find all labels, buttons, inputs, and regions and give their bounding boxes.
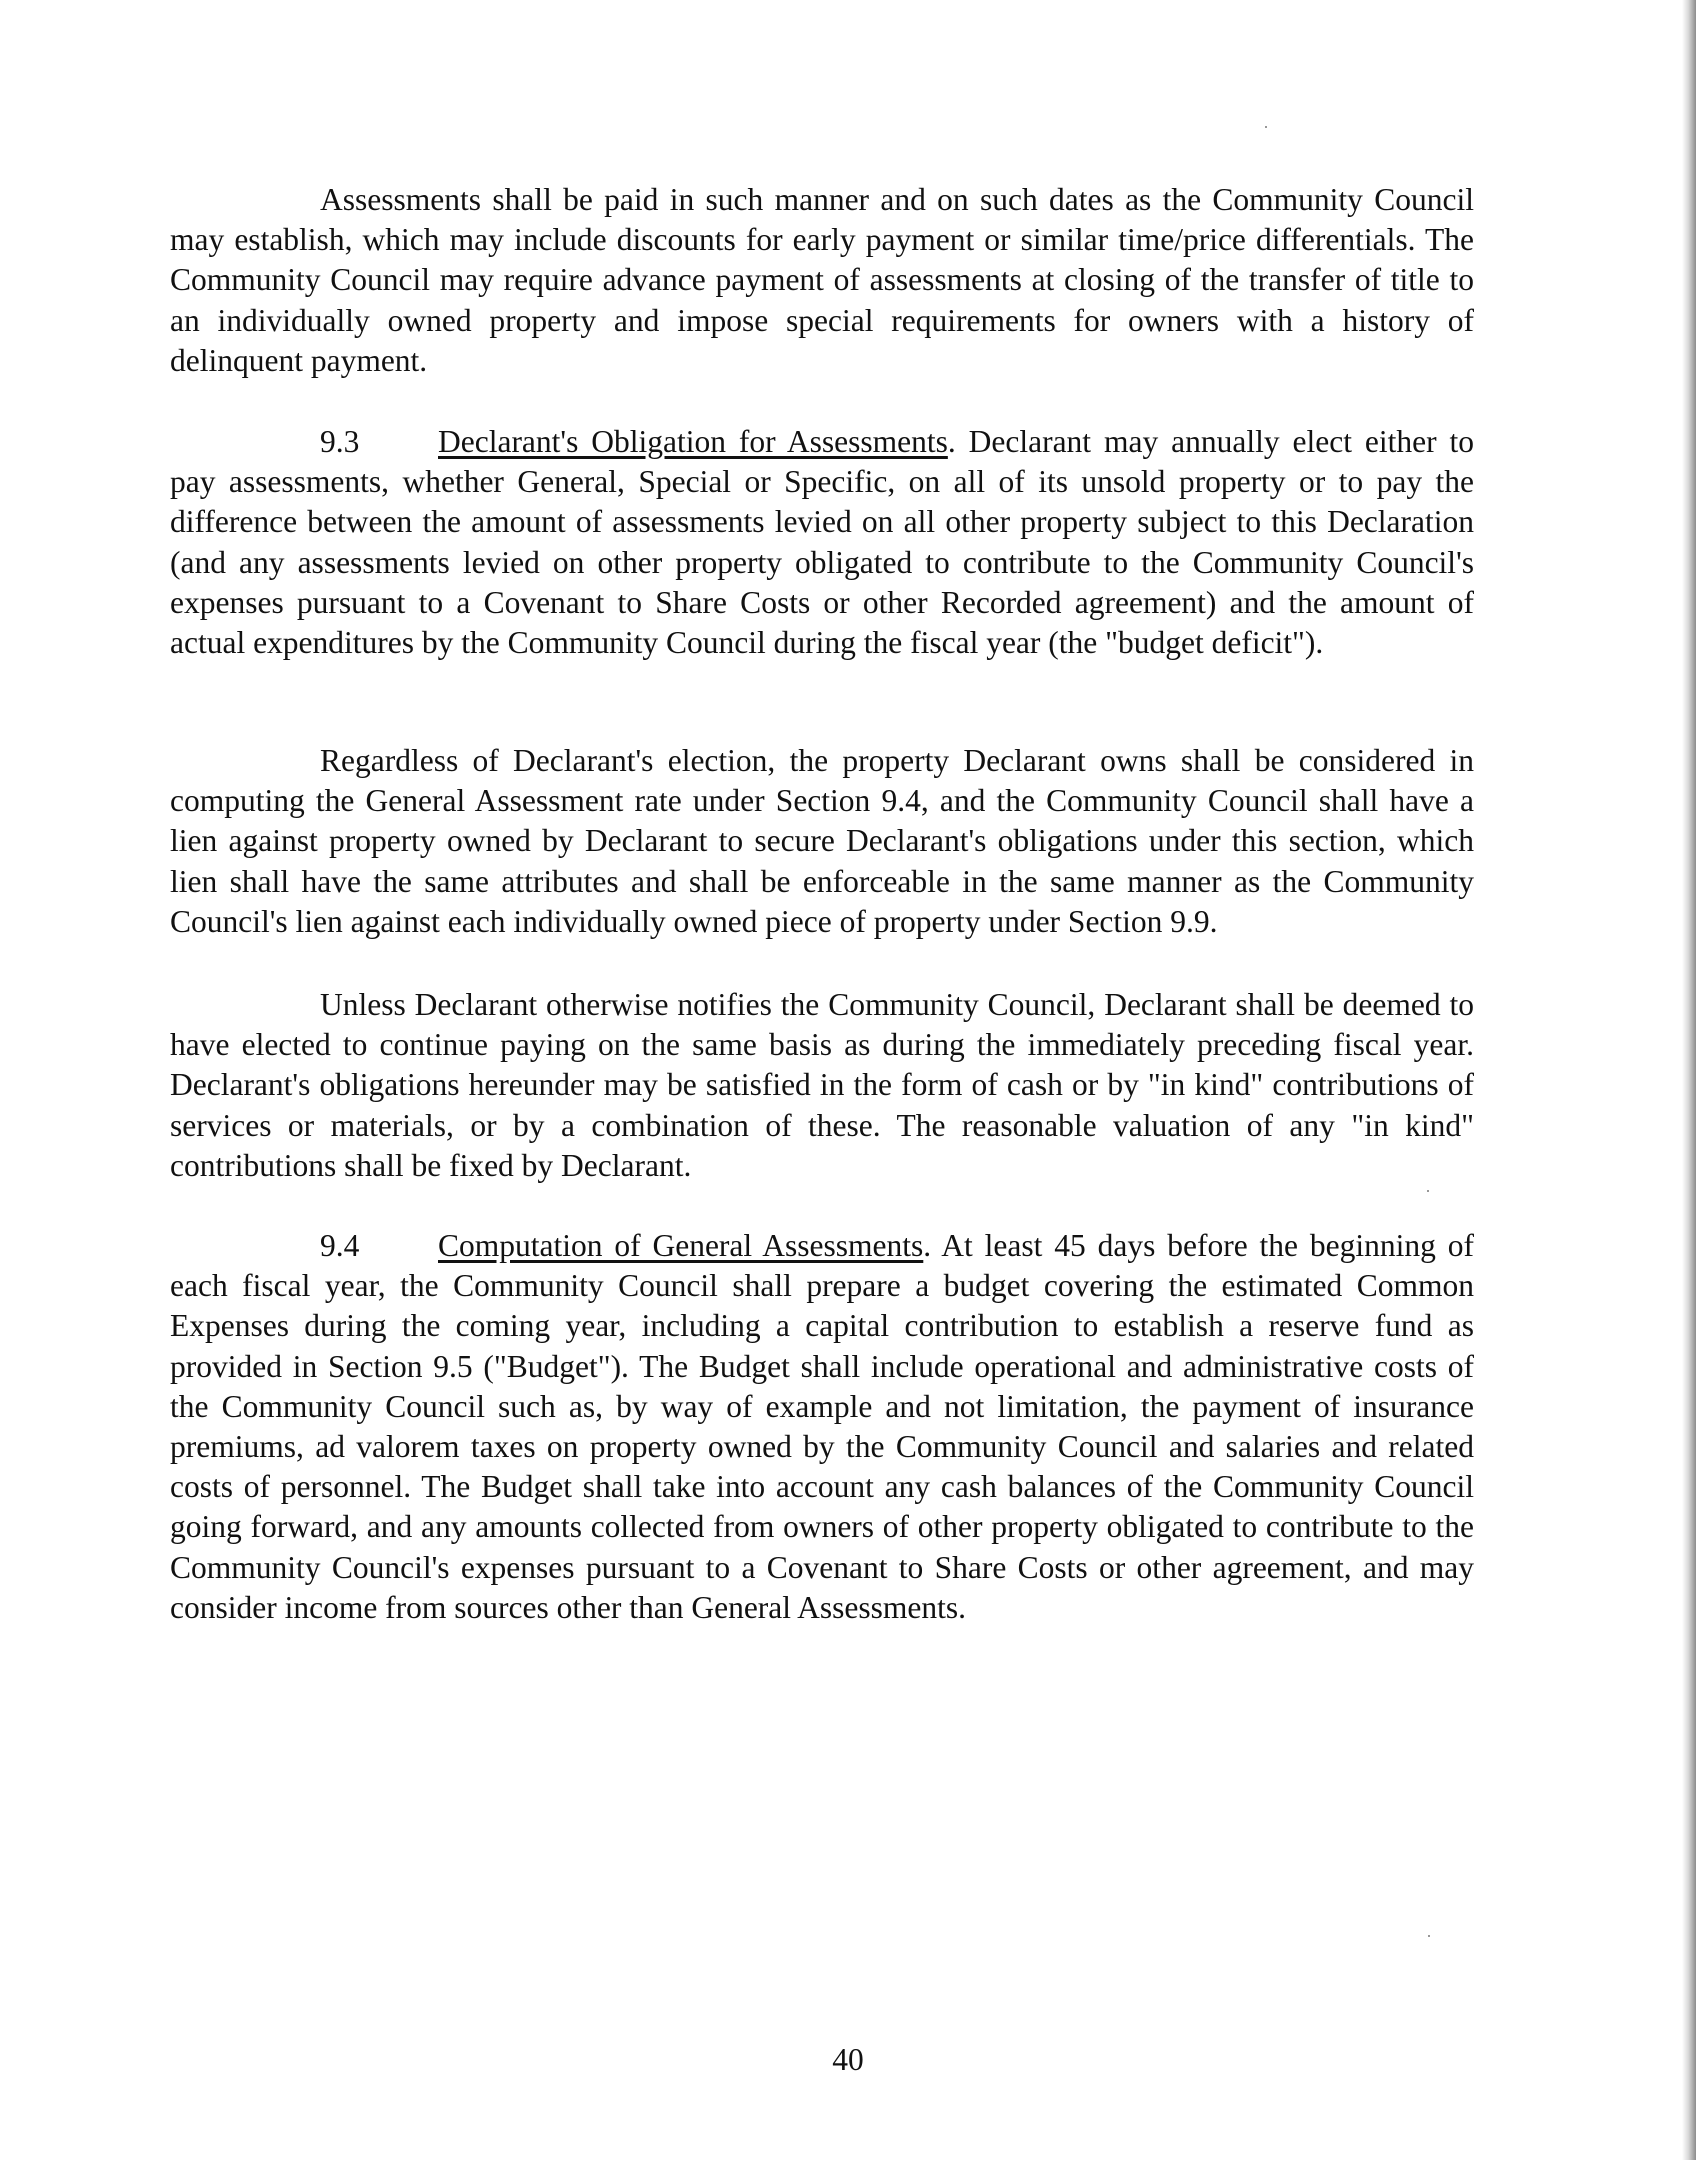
paragraph-declarant-election: Regardless of Declarant's election, the property Declarant owns shall be considered in computing the General Assessment rate under Section 9.4, and the Community Council shall have a lien against property owned by Declarant to secure Declarant's obligations under this section, which lien shall have the same attributes and shall be enforceable in the same manner as the Community Council's lien against each individually owned piece of property under Section 9.9. <box>170 743 1474 939</box>
page-number: 40 <box>832 2042 864 2077</box>
paragraph-continue-paying: Unless Declarant otherwise notifies the Community Council, Declarant shall be deemed to have elected to continue paying on the same basis as during the immediately preceding fiscal year. Declarant's obligations hereunder may be satisfied in the form of cash or by "in kind" contributions of services or materials, or by a combination of these. The reasonable valuation of any "in kind" contributions shall be fixed by Declarant. <box>170 987 1474 1183</box>
section-body: . At least 45 days before the beginning of each fiscal year, the Community Council shall prepare a budget covering the estimated Common Expenses during the coming year, including a capital contribution to establish a reserve fund as provided in Section 9.5 ("Budget"). The Budget shall include operational and administrative costs of the Community Council such as, by way of example and not limitation, the payment of insurance premiums, ad valorem taxes on property owned by the Community Council and salaries and related costs of personnel. The Budget shall take into account any cash balances of the Community Council going forward, and any amounts collected from owners of other property obligated to contribute to the Community Council's expenses pursuant to a Covenant to Share Costs or other agreement, and may consider income from sources other than General Assessments. <box>170 1228 1474 1625</box>
section-title: Computation of General Assessments <box>438 1228 924 1263</box>
section-number: 9.3 <box>320 424 360 459</box>
scan-speck <box>1427 1190 1429 1192</box>
section-9-3-declarant-obligation <box>170 422 1474 663</box>
section-number: 9.4 <box>320 1228 360 1263</box>
section-title: Declarant's Obligation for Assessments <box>438 424 948 459</box>
scan-edge-shadow <box>1682 0 1696 2160</box>
scan-speck <box>1428 1935 1430 1937</box>
scan-speck <box>1265 126 1267 128</box>
section-9-4-general-assessments <box>170 1226 1474 1628</box>
section-body: . Declarant may annually elect either to pay assessments, whether General, Special or Specific, on all of its unsold property or to pay the difference between the amount of assessments levied on all other property subject to this Declaration (and any assessments levied on other property obligated to contribute to the Community Council's expenses pursuant to a Covenant to Share Costs or other Recorded agreement) and the amount of actual expenditures by the Community Council during the fiscal year (the "budget deficit"). <box>170 424 1474 661</box>
paragraph-assessment-payment: Assessments shall be paid in such manner and on such dates as the Community Council may establish, which may include discounts for early payment or similar time/price differentials. The Community Council may require advance payment of assessments at closing of the transfer of title to an individually owned property and impose special requirements for owners with a history of delinquent payment. <box>170 182 1474 378</box>
